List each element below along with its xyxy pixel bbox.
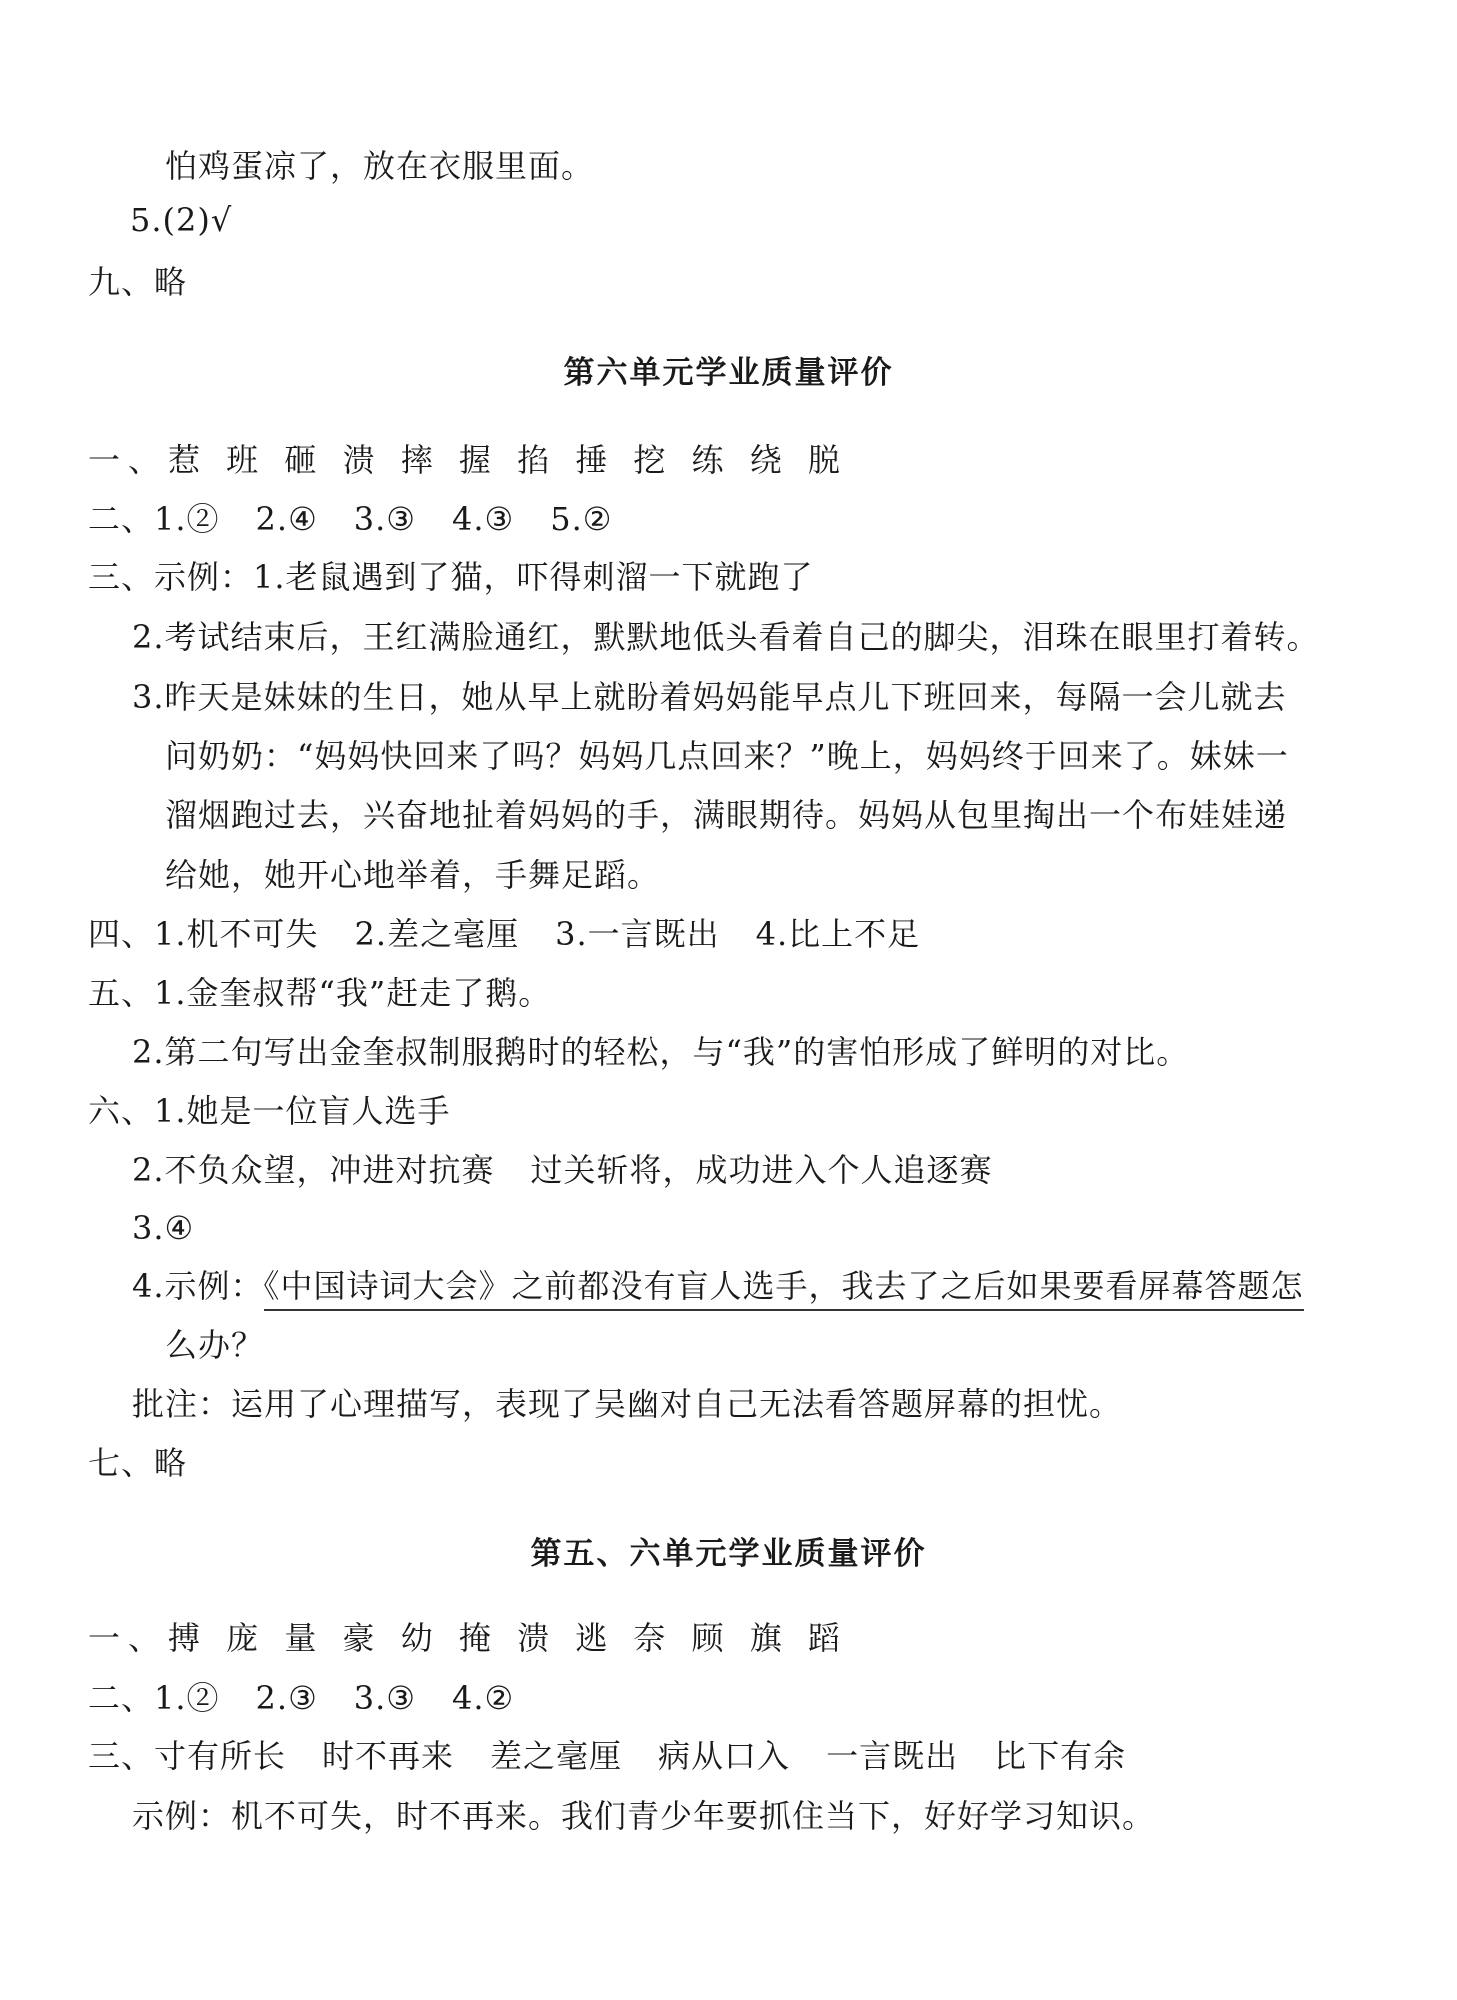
answer-item: 3.④ xyxy=(132,1209,195,1247)
answer-part: 5.② xyxy=(550,500,613,538)
answer-part: 二、1.② xyxy=(88,1679,220,1717)
section-heading-unit6: 第六单元学业质量评价 xyxy=(563,355,894,391)
answer-part: 4.示例： xyxy=(132,1267,264,1305)
answer-part: 3.一言既出 xyxy=(555,915,720,953)
answer-part: 过关斩将，成功进入个人追逐赛 xyxy=(530,1151,993,1189)
answer-part: 比下有余 xyxy=(994,1737,1127,1775)
answer-part: 2.差之毫厘 xyxy=(354,915,520,953)
answer-part: 3.③ xyxy=(353,500,416,538)
answer-part: 一言既出 xyxy=(826,1737,959,1775)
answer-item: 三、示例：1.老鼠遇到了猫，吓得刺溜一下就跑了 xyxy=(88,558,814,596)
answer-part: 3.③ xyxy=(353,1679,416,1717)
answer-part: 时不再来 xyxy=(322,1737,455,1775)
answer-part: 二、1.② xyxy=(88,500,220,538)
answer-item: 5.(2)√ xyxy=(130,201,233,239)
answer-part: 四、1.机不可失 xyxy=(88,915,319,953)
answer-item: 示例：机不可失，时不再来。我们青少年要抓住当下，好好学习知识。 xyxy=(132,1797,1156,1835)
answer-item xyxy=(132,1266,1304,1306)
answer-part: 差之毫厘 xyxy=(490,1737,623,1775)
answer-item xyxy=(88,1678,514,1718)
answer-item: 五、1.金奎叔帮“我”赶走了鹅。 xyxy=(88,974,552,1012)
answer-item: 九、略 xyxy=(88,263,188,301)
text-line: 问奶奶：“妈妈快回来了吗？妈妈几点回来？”晚上，妈妈终于回来了。妹妹一 xyxy=(165,737,1289,775)
text-line: 给她，她开心地举着，手舞足蹈。 xyxy=(165,856,661,894)
underlined-sentence: 《中国诗词大会》之前都没有盲人选手，我去了之后如果要看屏幕答题怎 xyxy=(264,1267,1304,1311)
answer-item xyxy=(88,914,920,954)
answer-part: 2.③ xyxy=(255,1679,318,1717)
text-line: 溜烟跑过去，兴奋地扯着妈妈的手，满眼期待。妈妈从包里掏出一个布娃娃递 xyxy=(165,796,1288,834)
answer-part: 2.不负众望，冲进对抗赛 xyxy=(132,1151,495,1189)
answer-item: 六、1.她是一位盲人选手 xyxy=(88,1092,451,1130)
answer-item xyxy=(88,1736,1126,1776)
answer-item xyxy=(132,1150,993,1190)
answer-item: 一、惹 班 砸 溃 摔 握 掐 捶 挖 练 绕 脱 xyxy=(88,441,848,479)
answer-item: 2.考试结束后，王红满脸通红，默默地低头看着自己的脚尖，泪珠在眼里打着转。 xyxy=(132,618,1320,656)
answer-part: 病从口入 xyxy=(658,1737,791,1775)
answer-part: 4.比上不足 xyxy=(755,915,921,953)
answer-part: 2.④ xyxy=(255,500,318,538)
answer-item: 一、搏 庞 量 豪 幼 掩 溃 逃 奈 顾 旗 蹈 xyxy=(88,1619,848,1657)
text-line: 怕鸡蛋凉了，放在衣服里面。 xyxy=(165,147,595,185)
answer-part: 4.③ xyxy=(451,500,515,538)
section-heading-unit5-6: 第五、六单元学业质量评价 xyxy=(530,1536,927,1572)
answer-item: 七、略 xyxy=(88,1444,188,1482)
answer-part: 4.② xyxy=(451,1679,515,1717)
answer-part: 三、寸有所长 xyxy=(88,1737,287,1775)
answer-item xyxy=(88,499,612,539)
annotation-line: 批注：运用了心理描写，表现了吴幽对自己无法看答题屏幕的担忧。 xyxy=(132,1385,1123,1423)
answer-item: 3.昨天是妹妹的生日，她从早上就盼着妈妈能早点儿下班回来，每隔一会儿就去 xyxy=(132,678,1287,716)
text-line: 么办？ xyxy=(165,1326,265,1364)
answer-item: 2.第二句写出金奎叔制服鹅时的轻松，与“我”的害怕形成了鲜明的对比。 xyxy=(132,1033,1190,1071)
